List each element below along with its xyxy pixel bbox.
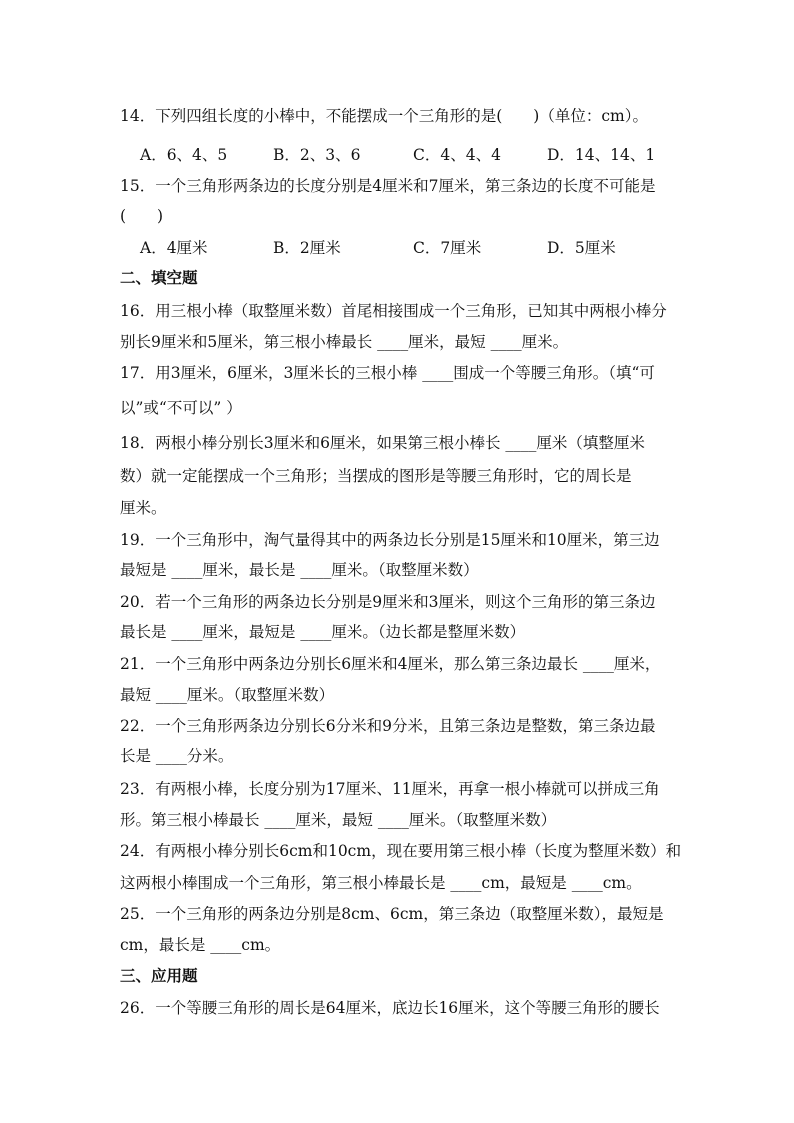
question-25: 25．一个三角形的两条边分别是8cm、6cm，第三条边（取整厘米数），最短是 [120,905,664,923]
option-b: B．2、3、6 [273,146,361,164]
question-15-blank: ( ) [120,207,164,225]
question-15: 15．一个三角形两条边的长度分别是4厘米和7厘米，第三条边的长度不可能是 [120,177,656,195]
option-a: A．4厘米 [140,239,208,257]
question-16-cont: 别长9厘米和5厘米，第三根小棒最长 ____厘米，最短 ____厘米。 [120,333,569,351]
question-22: 22．一个三角形两条边分别长6分米和9分米，且第三条边是整数，第三条边最 [120,717,656,735]
question-18-cont: 数）就一定能摆成一个三角形；当摆成的图形是等腰三角形时，它的周长是 [120,467,632,485]
option-d: D．14、14、1 [547,146,656,164]
section-heading-application: 三、应用题 [120,967,198,985]
question-20-cont: 最长是 ____厘米，最短是 ____厘米。（边长都是整厘米数） [120,623,526,641]
option-b: B．2厘米 [273,239,341,257]
question-21-cont: 最短 ____厘米。（取整厘米数） [120,686,335,704]
question-17-cont: 以”或“不可以” ） [120,399,242,417]
question-25-cont: cm，最长是 ____cm。 [120,936,281,954]
question-22-cont: 长是 ____分米。 [120,747,234,765]
question-20: 20．若一个三角形的两条边长分别是9厘米和3厘米，则这个三角形的第三条边 [120,593,656,611]
question-23: 23．有两根小棒，长度分别为17厘米、11厘米，再拿一根小棒就可以拼成三角 [120,780,660,798]
question-16: 16．用三根小棒（取整厘米数）首尾相接围成一个三角形，已知其中两根小棒分 [120,302,667,320]
question-18-end: 厘米。 [120,499,167,517]
section-heading-fill-in: 二、填空题 [120,269,198,287]
question-17: 17．用3厘米，6厘米，3厘米长的三根小棒 ____围成一个等腰三角形。（填“可 [120,364,655,382]
question-19: 19．一个三角形中，淘气量得其中的两条边长分别是15厘米和10厘米，第三边 [120,531,660,549]
question-26: 26．一个等腰三角形的周长是64厘米，底边长16厘米，这个等腰三角形的腰长 [120,999,660,1017]
question-21: 21．一个三角形中两条边分别长6厘米和4厘米，那么第三条边最长 ____厘米， [120,655,661,673]
question-24-cont: 这两根小棒围成一个三角形，第三根小棒最长是 ____cm，最短是 ____cm。 [120,874,642,892]
question-24: 24．有两根小棒分别长6cm和10cm，现在要用第三根小棒（长度为整厘米数）和 [120,842,682,860]
option-c: C．7厘米 [413,239,482,257]
option-c: C．4、4、4 [413,146,501,164]
option-d: D．5厘米 [547,239,616,257]
question-18: 18．两根小棒分别长3厘米和6厘米，如果第三根小棒长 ____厘米（填整厘米 [120,434,645,452]
option-a: A．6、4、5 [140,146,228,164]
question-23-cont: 形。第三根小棒最长 ____厘米，最短 ____厘米。（取整厘米数） [120,811,557,829]
question-14: 14．下列四组长度的小棒中，不能摆成一个三角形的是( )（单位：cm）。 [120,107,648,125]
question-19-cont: 最短是 ____厘米，最长是 ____厘米。（取整厘米数） [120,561,479,579]
